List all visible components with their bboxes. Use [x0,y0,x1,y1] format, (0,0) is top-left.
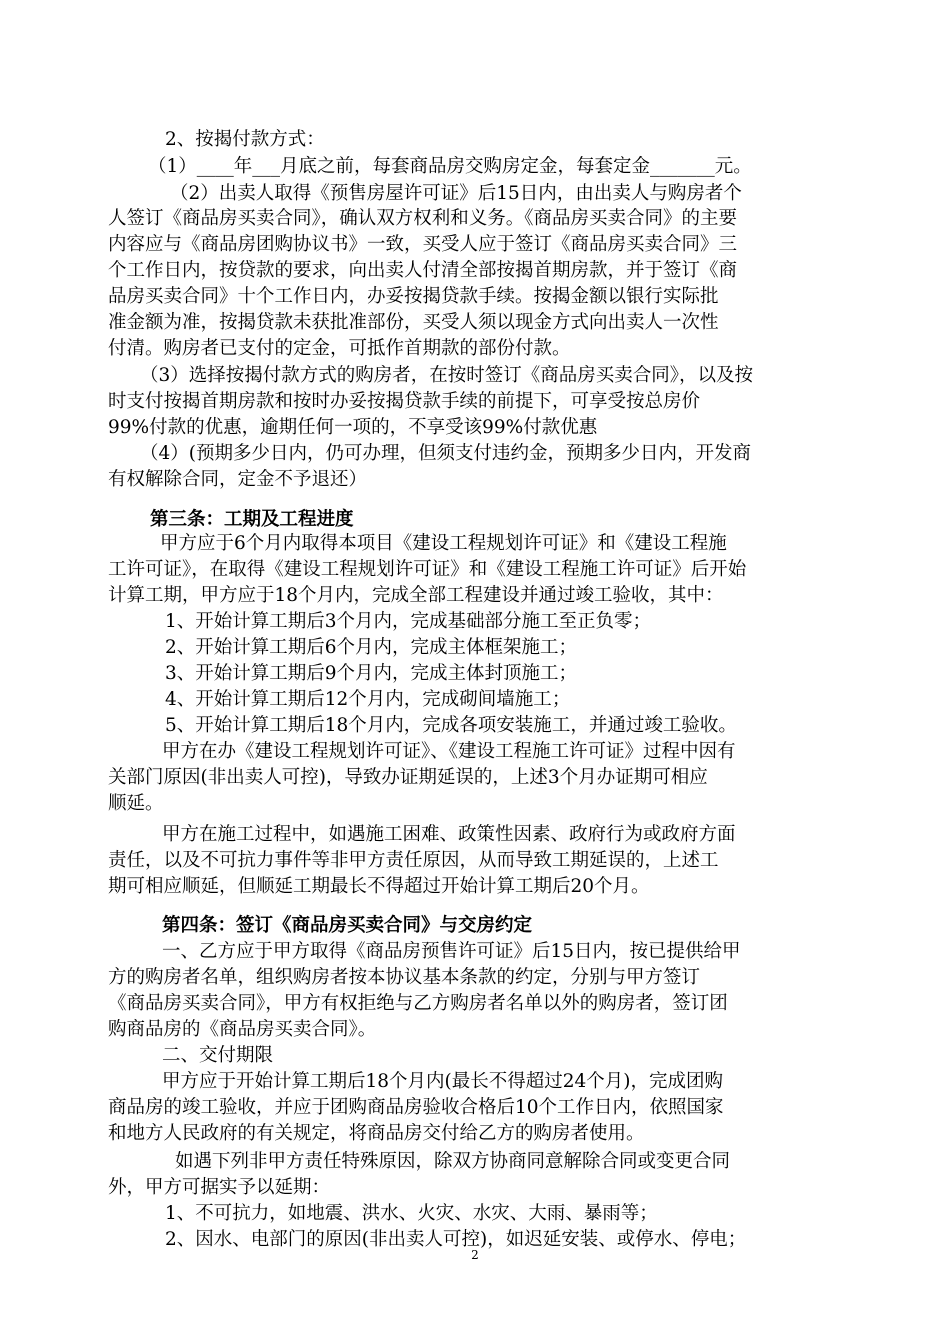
list-item: 2、开始计算工期后6个月内，完成主体框架施工； [165,637,578,658]
text-line: 内容应与《商品房团购协议书》一致，买受人应于签订《商品房买卖合同》三 [108,234,738,255]
text-line: 计算工期，甲方应于18个月内，完成全部工程建设并通过竣工验收，其中： [108,585,724,606]
text-line: 如遇下列非甲方责任特殊原因，除双方协商同意解除合同或变更合同 [175,1151,731,1172]
text-line: 个工作日内，按贷款的要求，向出卖人付清全部按揭首期房款，并于签订《商 [108,260,738,281]
text-line: （4）(预期多少日内，仍可办理，但须支付违约金，预期多少日内，开发商 [140,443,751,464]
text-line: （1）____年___月底之前，每套商品房交购房定金，每套定金_______元。 [148,156,752,177]
text-line: 甲方在办《建设工程规划许可证》、《建设工程施工许可证》过程中因有 [162,741,736,762]
text-line: 购商品房的《商品房买卖合同》。 [108,1019,377,1040]
text-line: 甲方应于开始计算工期后18个月内(最长不得超过24个月)，完成团购 [162,1071,724,1092]
text-line: 二、交付期限 [162,1045,274,1066]
text-line: 付清。购房者已支付的定金，可抵作首期款的部份付款。 [108,338,571,359]
text-line: 有权解除合同，定金不予退还） [108,469,368,490]
list-item: 4、开始计算工期后12个月内，完成砌间墙施工； [165,689,571,710]
list-item: 2、因水、电部门的原因(非出卖人可控)，如迟延安装、或停水、停电； [165,1229,747,1250]
text-line: 和地方人民政府的有关规定，将商品房交付给乙方的购房者使用。 [108,1123,645,1144]
text-line: 责任，以及不可抗力事件等非甲方责任原因，从而导致工期延误的，上述工 [108,850,719,871]
text-line: 时支付按揭首期房款和按时办妥按揭贷款手续的前提下，可享受按总房价 [108,391,701,412]
text-line: 99%付款的优惠，逾期任何一项的，不享受该99%付款优惠 [108,417,598,438]
text-line: 一、乙方应于甲方取得《商品房预售许可证》后15日内，按已提供给甲 [162,941,741,962]
text-line: （2）出卖人取得《预售房屋许可证》后15日内，由出卖人与购房者个 [170,183,742,204]
text-line: 商品房的竣工验收，并应于团购商品房验收合格后10个工作日内，依照国家 [108,1097,724,1118]
text-line: 工许可证》，在取得《建设工程规划许可证》和《建设工程施工许可证》后开始 [108,559,747,580]
text-line: 期可相应顺延，但顺延工期最长不得超过开始计算工期后20个月。 [108,876,650,897]
section-heading: 第三条：工期及工程进度 [150,509,354,530]
text-line: 甲方在施工过程中，如遇施工困难、政策性因素、政府行为或政府方面 [162,824,736,845]
text-line: 顺延。 [108,793,164,814]
text-line: 外，甲方可据实予以延期： [108,1177,331,1198]
list-item: 1、不可抗力，如地震、洪水、火灾、水灾、大雨、暴雨等； [165,1203,658,1224]
text-line: 《商品房买卖合同》，甲方有权拒绝与乙方购房者名单以外的购房者，签订团 [108,993,728,1014]
list-item: 3、开始计算工期后9个月内，完成主体封顶施工； [165,663,578,684]
text-line: 品房买卖合同》十个工作日内，办妥按揭贷款手续。按揭金额以银行实际批 [108,286,719,307]
text-line: （3）选择按揭付款方式的购房者，在按时签订《商品房买卖合同》，以及按 [140,365,754,386]
text-line: 准金额为准，按揭贷款未获批准部份，买受人须以现金方式向出卖人一次性 [108,312,719,333]
section-heading: 第四条：签订《商品房买卖合同》与交房约定 [162,915,533,936]
page-number: 2 [471,1248,479,1262]
text-line: 方的购房者名单，组织购房者按本协议基本条款的约定，分别与甲方签订 [108,967,701,988]
text-line: 关部门原因(非出卖人可控)，导致办证期延误的，上述3个月办证期可相应 [108,767,708,788]
text-line: 人签订《商品房买卖合同》，确认双方权利和义务。《商品房买卖合同》的主要 [108,208,738,229]
text-line: 甲方应于6个月内取得本项目《建设工程规划许可证》和《建设工程施 [160,533,727,554]
text-line: 2、按揭付款方式： [165,129,325,150]
list-item: 5、开始计算工期后18个月内，完成各项安装施工，并通过竣工验收。 [165,715,737,736]
list-item: 1、开始计算工期后3个月内，完成基础部分施工至正负零； [165,611,652,632]
